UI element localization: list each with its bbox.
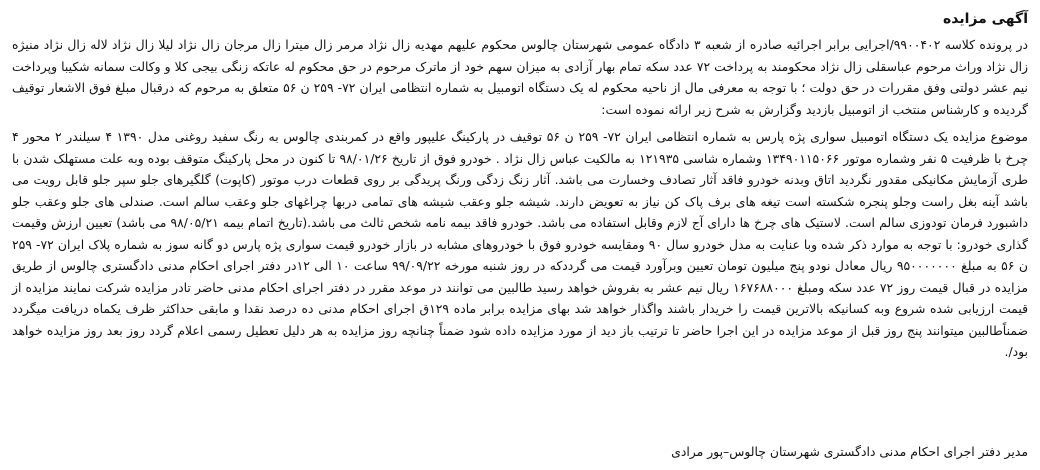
case-paragraph: در پرونده کلاسه ۹۹۰۰۴۰۲/اجرایی برابر اجرائیه صادره از شعبه ۳ دادگاه عمومی شهرستان چالوس محکوم علیهم مهدیه زال نژاد مرمر زال میترا زال مرجان زال نژاد لیلا زال نژاد لاله زال نژاد منیژه زال نژاد وراث مرحوم عباسقلی زال نژاد محکومند به پرداخت ۷۲ عدد سکه تمام بهار آزادی به میزان سهم خود از ماترک مرحوم در حق محکوم له عاتکه زنگی بیجی کلا و وکالت سمانه شکیبا وپرداخت نیم عشر دولتی وفق مقررات در حق دولت ؛ با توجه به معرفی مال از ناحیه محکوم له یک دستگاه اتومبیل به شماره انتظامی ایران ۷۲- ۲۵۹ ن ۵۶ متعلق به مرحوم که درقبال مبلغ فوق الاشعار توقیف گردیده و کارشناس منتخب از اتومبیل بازدید وگزارش به شرح زیر ارائه نموده است: <box>12 37 1028 117</box>
auction-details-paragraph: موضوع مزایده یک دستگاه اتومبیل سواری پژه پارس به شماره انتظامی ایران ۷۲- ۲۵۹ ن ۵۶ توقیف در پارکینگ علیپور واقع در کمربندی چالوس به رنگ سفید روغنی مدل ۱۳۹۰ ۴ سیلندر ۲ محور ۴ چرخ با ظرفیت ۵ نفر وشماره موتور ۱۳۴۹۰۱۱۵۰۶۶ وشماره شاسی ۱۲۱۹۳۵ به مالکیت عباس زال نژاد . خودرو فوق از تاریخ ۹۸/۰۱/۲۶ تا کنون در محل پارکینگ متوقف بوده وبه علت مستهلک شدن با طری آزمایش مکانیکی مقدور نگردید اتاق وبدنه خودرو فاقد آثار تصادف وخسارت می باشد. آثار زنگ زدگی ورنگ پریدگی بر روی قطعات درب موتور (کاپوت) گلگیرهای جلو سپر جلو قابل رویت می باشد آینه بغل راست وجلو پنجره شکسته است تیغه های برف پاک کن نیاز به تعویض دارند. شیشه جلو وعقب شیشه های تمامی دربها چراغهای جلو وعقب سالم است. صندلی های جلو وعقب جلو داشبورد فرمان تودوزی سالم است. لاستیک های چرخ ها دارای آج لازم وقابل استفاده می باشد. خودرو فاقد بیمه نامه شخص ثالث می باشد.(تاریخ اتمام بیمه ۹۸/۰۵/۲۱ می باشد) تعیین ارزش وقیمت گذاری خودرو: با توجه به موارد ذکر شده وبا عنایت به مدل خودرو سال ۹۰ ومقایسه خودرو فوق با خودروهای مشابه در بازار خودرو قیمت سواری پژه پارس دو گانه سوز به شماره پلاک ایران ۷۲- ۲۵۹ ن ۵۶ به مبلغ ۹۵۰۰۰۰۰۰۰ ریال معادل نودو پنج میلیون تومان تعیین وبرآورد قیمت می گرددکه در روز شنبه مورخه ۹۹/۰۹/۲۲ ساعت ۱۰ الی ۱۲در دفتر اجرای احکام مدنی دادگستری چالوس از طریق مزایده در قبال قیمت روز ۷۲ عدد سکه ومبلغ ۱۶۷۶۸۸۰۰۰ ریال نیم عشر به بفروش خواهد رسید طالبین می توانند در موعد مقرر در دفتر اجرای احکام مدنی حاضر تادر مزایده شرکت نمایند مزایده از قیمت ارزیابی شده شروع وبه کسانیکه بالاترین قیمت را خریدار باشند واگذار خواهد شد بهای مزایده برابر ماده ۱۲۹ق اجرای احکام مدنی ده درصد نقدا و مابقی حداکثر ظرف یکماه دریافت میگردد ضمناًطالبین میتوانند پنج روز قبل از موعد مزایده در این اجرا حاضر تا ترتیب باز دید از مورد مزایده داده شود ضمناً چنانچه روز مزایده به هر دلیل تعطیل رسمی اعلام گردد روز بعد روز مزایده خواهد بود/. <box>12 129 1029 359</box>
signature-line: مدیر دفتر اجرای احکام مدنی دادگستری شهرستان چالوس–پور مرادی <box>671 444 1028 459</box>
notice-title: آگهی مزایده <box>942 11 1028 27</box>
